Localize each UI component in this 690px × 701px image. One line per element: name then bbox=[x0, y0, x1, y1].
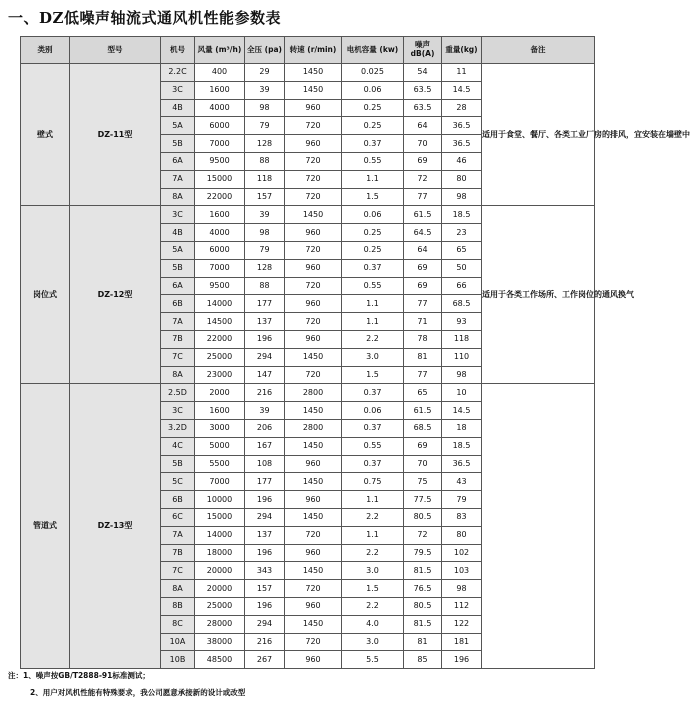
value-cell: 18 bbox=[442, 419, 482, 437]
value-cell: 1450 bbox=[285, 402, 342, 420]
value-cell: 960 bbox=[285, 259, 342, 277]
fan-number-cell: 7A bbox=[161, 170, 195, 188]
value-cell: 0.06 bbox=[342, 81, 404, 99]
model-cell: DZ-12型 bbox=[70, 206, 161, 384]
value-cell: 25000 bbox=[195, 597, 245, 615]
value-cell: 20000 bbox=[195, 580, 245, 598]
value-cell: 294 bbox=[245, 348, 285, 366]
column-header: 机号 bbox=[161, 37, 195, 64]
value-cell: 1450 bbox=[285, 615, 342, 633]
value-cell: 65 bbox=[404, 384, 442, 402]
value-cell: 80.5 bbox=[404, 508, 442, 526]
value-cell: 720 bbox=[285, 366, 342, 384]
value-cell: 177 bbox=[245, 295, 285, 313]
value-cell: 960 bbox=[285, 651, 342, 669]
value-cell: 14.5 bbox=[442, 81, 482, 99]
value-cell: 11 bbox=[442, 64, 482, 82]
value-cell: 69 bbox=[404, 277, 442, 295]
value-cell: 0.37 bbox=[342, 135, 404, 153]
value-cell: 20000 bbox=[195, 562, 245, 580]
remark-cell: 适用于各类工作场所、工作岗位的通风换气 bbox=[482, 206, 595, 384]
value-cell: 157 bbox=[245, 580, 285, 598]
value-cell: 0.025 bbox=[342, 64, 404, 82]
value-cell: 78 bbox=[404, 330, 442, 348]
fan-number-cell: 6A bbox=[161, 152, 195, 170]
value-cell: 118 bbox=[245, 170, 285, 188]
value-cell: 0.55 bbox=[342, 277, 404, 295]
column-header: 风量 (m³/h) bbox=[195, 37, 245, 64]
fan-number-cell: 7C bbox=[161, 348, 195, 366]
value-cell: 23 bbox=[442, 224, 482, 242]
value-cell: 1.1 bbox=[342, 313, 404, 331]
value-cell: 2.2 bbox=[342, 330, 404, 348]
value-cell: 960 bbox=[285, 295, 342, 313]
column-header: 类别 bbox=[21, 37, 70, 64]
value-cell: 39 bbox=[245, 81, 285, 99]
value-cell: 79 bbox=[245, 241, 285, 259]
fan-number-cell: 8A bbox=[161, 366, 195, 384]
footnote-2: 2、用户对风机性能有特殊要求，我公司愿意承接新的设计或改型 bbox=[30, 688, 246, 697]
value-cell: 3.0 bbox=[342, 348, 404, 366]
value-cell: 196 bbox=[245, 544, 285, 562]
value-cell: 15000 bbox=[195, 170, 245, 188]
value-cell: 39 bbox=[245, 206, 285, 224]
value-cell: 1450 bbox=[285, 348, 342, 366]
value-cell: 88 bbox=[245, 277, 285, 295]
value-cell: 720 bbox=[285, 241, 342, 259]
value-cell: 128 bbox=[245, 259, 285, 277]
fan-number-cell: 4C bbox=[161, 437, 195, 455]
value-cell: 88 bbox=[245, 152, 285, 170]
value-cell: 14500 bbox=[195, 313, 245, 331]
fan-number-cell: 3.2D bbox=[161, 419, 195, 437]
table-row bbox=[21, 384, 595, 402]
value-cell: 81.5 bbox=[404, 615, 442, 633]
value-cell: 181 bbox=[442, 633, 482, 651]
value-cell: 216 bbox=[245, 633, 285, 651]
value-cell: 79 bbox=[442, 491, 482, 509]
value-cell: 61.5 bbox=[404, 206, 442, 224]
value-cell: 1600 bbox=[195, 206, 245, 224]
value-cell: 4000 bbox=[195, 99, 245, 117]
value-cell: 69 bbox=[404, 152, 442, 170]
footnotes bbox=[8, 667, 245, 701]
value-cell: 3.0 bbox=[342, 633, 404, 651]
category-cell: 岗位式 bbox=[21, 206, 70, 384]
value-cell: 0.37 bbox=[342, 455, 404, 473]
value-cell: 6000 bbox=[195, 241, 245, 259]
value-cell: 2800 bbox=[285, 384, 342, 402]
value-cell: 36.5 bbox=[442, 455, 482, 473]
fan-number-cell: 6B bbox=[161, 491, 195, 509]
column-header: 型号 bbox=[70, 37, 161, 64]
value-cell: 960 bbox=[285, 544, 342, 562]
value-cell: 5.5 bbox=[342, 651, 404, 669]
value-cell: 177 bbox=[245, 473, 285, 491]
fan-number-cell: 3C bbox=[161, 206, 195, 224]
value-cell: 720 bbox=[285, 117, 342, 135]
value-cell: 79 bbox=[245, 117, 285, 135]
value-cell: 720 bbox=[285, 277, 342, 295]
value-cell: 29 bbox=[245, 64, 285, 82]
value-cell: 1.1 bbox=[342, 526, 404, 544]
value-cell: 0.75 bbox=[342, 473, 404, 491]
value-cell: 48500 bbox=[195, 651, 245, 669]
value-cell: 960 bbox=[285, 224, 342, 242]
value-cell: 9500 bbox=[195, 277, 245, 295]
value-cell: 2000 bbox=[195, 384, 245, 402]
value-cell: 0.25 bbox=[342, 224, 404, 242]
value-cell: 122 bbox=[442, 615, 482, 633]
value-cell: 1.5 bbox=[342, 580, 404, 598]
value-cell: 98 bbox=[442, 580, 482, 598]
value-cell: 85 bbox=[404, 651, 442, 669]
fan-number-cell: 6A bbox=[161, 277, 195, 295]
value-cell: 720 bbox=[285, 526, 342, 544]
value-cell: 0.25 bbox=[342, 241, 404, 259]
value-cell: 72 bbox=[404, 170, 442, 188]
value-cell: 68.5 bbox=[404, 419, 442, 437]
fan-number-cell: 5A bbox=[161, 117, 195, 135]
value-cell: 1450 bbox=[285, 437, 342, 455]
value-cell: 0.37 bbox=[342, 384, 404, 402]
value-cell: 294 bbox=[245, 615, 285, 633]
value-cell: 70 bbox=[404, 455, 442, 473]
fan-number-cell: 7A bbox=[161, 526, 195, 544]
column-header: 噪声 dB(A) bbox=[404, 37, 442, 64]
fan-number-cell: 7B bbox=[161, 544, 195, 562]
value-cell: 80 bbox=[442, 526, 482, 544]
value-cell: 9500 bbox=[195, 152, 245, 170]
fan-number-cell: 6C bbox=[161, 508, 195, 526]
value-cell: 128 bbox=[245, 135, 285, 153]
value-cell: 0.37 bbox=[342, 259, 404, 277]
fan-number-cell: 8A bbox=[161, 188, 195, 206]
value-cell: 0.55 bbox=[342, 437, 404, 455]
value-cell: 75 bbox=[404, 473, 442, 491]
column-header: 电机容量 (kw) bbox=[342, 37, 404, 64]
value-cell: 1.1 bbox=[342, 170, 404, 188]
value-cell: 0.06 bbox=[342, 206, 404, 224]
value-cell: 1450 bbox=[285, 64, 342, 82]
value-cell: 6000 bbox=[195, 117, 245, 135]
value-cell: 3000 bbox=[195, 419, 245, 437]
value-cell: 267 bbox=[245, 651, 285, 669]
value-cell: 720 bbox=[285, 580, 342, 598]
value-cell: 54 bbox=[404, 64, 442, 82]
value-cell: 38000 bbox=[195, 633, 245, 651]
fan-number-cell: 5A bbox=[161, 241, 195, 259]
value-cell: 5000 bbox=[195, 437, 245, 455]
value-cell: 960 bbox=[285, 597, 342, 615]
category-cell: 管道式 bbox=[21, 384, 70, 669]
fan-number-cell: 3C bbox=[161, 81, 195, 99]
value-cell: 83 bbox=[442, 508, 482, 526]
value-cell: 1.5 bbox=[342, 188, 404, 206]
value-cell: 28000 bbox=[195, 615, 245, 633]
value-cell: 1450 bbox=[285, 473, 342, 491]
value-cell: 77 bbox=[404, 188, 442, 206]
value-cell: 77 bbox=[404, 366, 442, 384]
model-cell: DZ-13型 bbox=[70, 384, 161, 669]
remark-cell: 适用于食堂、餐厅、各类工业厂房的排风，宜安装在墙壁中 bbox=[482, 64, 595, 206]
value-cell: 81.5 bbox=[404, 562, 442, 580]
value-cell: 1.1 bbox=[342, 491, 404, 509]
remark-cell bbox=[482, 384, 595, 669]
value-cell: 14000 bbox=[195, 526, 245, 544]
value-cell: 7000 bbox=[195, 473, 245, 491]
value-cell: 10 bbox=[442, 384, 482, 402]
value-cell: 294 bbox=[245, 508, 285, 526]
table-row bbox=[21, 206, 595, 224]
value-cell: 70 bbox=[404, 135, 442, 153]
value-cell: 1450 bbox=[285, 508, 342, 526]
value-cell: 71 bbox=[404, 313, 442, 331]
value-cell: 98 bbox=[442, 188, 482, 206]
value-cell: 0.25 bbox=[342, 99, 404, 117]
fan-number-cell: 7A bbox=[161, 313, 195, 331]
value-cell: 102 bbox=[442, 544, 482, 562]
value-cell: 36.5 bbox=[442, 135, 482, 153]
fan-number-cell: 6B bbox=[161, 295, 195, 313]
value-cell: 216 bbox=[245, 384, 285, 402]
value-cell: 15000 bbox=[195, 508, 245, 526]
fan-number-cell: 4B bbox=[161, 99, 195, 117]
column-header: 转速 (r/min) bbox=[285, 37, 342, 64]
value-cell: 2.2 bbox=[342, 508, 404, 526]
category-cell: 壁式 bbox=[21, 64, 70, 206]
value-cell: 18000 bbox=[195, 544, 245, 562]
fan-number-cell: 5B bbox=[161, 135, 195, 153]
value-cell: 343 bbox=[245, 562, 285, 580]
value-cell: 14000 bbox=[195, 295, 245, 313]
value-cell: 720 bbox=[285, 188, 342, 206]
value-cell: 137 bbox=[245, 313, 285, 331]
fan-number-cell: 8C bbox=[161, 615, 195, 633]
value-cell: 43 bbox=[442, 473, 482, 491]
fan-number-cell: 2.2C bbox=[161, 64, 195, 82]
value-cell: 400 bbox=[195, 64, 245, 82]
value-cell: 22000 bbox=[195, 330, 245, 348]
value-cell: 80 bbox=[442, 170, 482, 188]
value-cell: 77.5 bbox=[404, 491, 442, 509]
value-cell: 118 bbox=[442, 330, 482, 348]
value-cell: 65 bbox=[442, 241, 482, 259]
value-cell: 0.06 bbox=[342, 402, 404, 420]
value-cell: 1.5 bbox=[342, 366, 404, 384]
value-cell: 61.5 bbox=[404, 402, 442, 420]
table-row bbox=[21, 64, 595, 82]
page-title: 一、DZ低噪声轴流式通风机性能参数表 bbox=[8, 9, 281, 27]
value-cell: 39 bbox=[245, 402, 285, 420]
fan-number-cell: 10B bbox=[161, 651, 195, 669]
value-cell: 98 bbox=[245, 99, 285, 117]
fan-number-cell: 7C bbox=[161, 562, 195, 580]
fan-number-cell: 10A bbox=[161, 633, 195, 651]
value-cell: 72 bbox=[404, 526, 442, 544]
value-cell: 81 bbox=[404, 348, 442, 366]
column-header: 重量(kg) bbox=[442, 37, 482, 64]
value-cell: 18.5 bbox=[442, 206, 482, 224]
value-cell: 960 bbox=[285, 455, 342, 473]
value-cell: 28 bbox=[442, 99, 482, 117]
value-cell: 98 bbox=[245, 224, 285, 242]
value-cell: 206 bbox=[245, 419, 285, 437]
value-cell: 18.5 bbox=[442, 437, 482, 455]
value-cell: 720 bbox=[285, 633, 342, 651]
value-cell: 79.5 bbox=[404, 544, 442, 562]
value-cell: 64.5 bbox=[404, 224, 442, 242]
column-header: 备注 bbox=[482, 37, 595, 64]
value-cell: 720 bbox=[285, 170, 342, 188]
value-cell: 81 bbox=[404, 633, 442, 651]
value-cell: 23000 bbox=[195, 366, 245, 384]
value-cell: 2800 bbox=[285, 419, 342, 437]
fan-number-cell: 5B bbox=[161, 259, 195, 277]
table-header-row bbox=[21, 37, 595, 64]
value-cell: 1450 bbox=[285, 562, 342, 580]
value-cell: 69 bbox=[404, 259, 442, 277]
value-cell: 196 bbox=[245, 330, 285, 348]
value-cell: 137 bbox=[245, 526, 285, 544]
value-cell: 720 bbox=[285, 313, 342, 331]
value-cell: 1450 bbox=[285, 206, 342, 224]
value-cell: 0.55 bbox=[342, 152, 404, 170]
value-cell: 63.5 bbox=[404, 81, 442, 99]
value-cell: 46 bbox=[442, 152, 482, 170]
value-cell: 0.25 bbox=[342, 117, 404, 135]
value-cell: 93 bbox=[442, 313, 482, 331]
column-header: 全压 (pa) bbox=[245, 37, 285, 64]
value-cell: 25000 bbox=[195, 348, 245, 366]
value-cell: 68.5 bbox=[442, 295, 482, 313]
value-cell: 22000 bbox=[195, 188, 245, 206]
value-cell: 112 bbox=[442, 597, 482, 615]
fan-number-cell: 7B bbox=[161, 330, 195, 348]
value-cell: 1450 bbox=[285, 81, 342, 99]
model-cell: DZ-11型 bbox=[70, 64, 161, 206]
value-cell: 0.37 bbox=[342, 419, 404, 437]
footnote-1: 注：1、噪声按GB/T2888-91标准测试； bbox=[8, 671, 150, 680]
value-cell: 196 bbox=[442, 651, 482, 669]
value-cell: 36.5 bbox=[442, 117, 482, 135]
fan-number-cell: 2.5D bbox=[161, 384, 195, 402]
value-cell: 2.2 bbox=[342, 544, 404, 562]
value-cell: 7000 bbox=[195, 259, 245, 277]
value-cell: 64 bbox=[404, 117, 442, 135]
value-cell: 5500 bbox=[195, 455, 245, 473]
fan-number-cell: 5B bbox=[161, 455, 195, 473]
fan-number-cell: 3C bbox=[161, 402, 195, 420]
value-cell: 64 bbox=[404, 241, 442, 259]
value-cell: 196 bbox=[245, 597, 285, 615]
value-cell: 3.0 bbox=[342, 562, 404, 580]
value-cell: 960 bbox=[285, 99, 342, 117]
value-cell: 960 bbox=[285, 330, 342, 348]
value-cell: 98 bbox=[442, 366, 482, 384]
value-cell: 4.0 bbox=[342, 615, 404, 633]
value-cell: 1600 bbox=[195, 402, 245, 420]
value-cell: 7000 bbox=[195, 135, 245, 153]
value-cell: 110 bbox=[442, 348, 482, 366]
value-cell: 66 bbox=[442, 277, 482, 295]
value-cell: 77 bbox=[404, 295, 442, 313]
value-cell: 1600 bbox=[195, 81, 245, 99]
value-cell: 960 bbox=[285, 491, 342, 509]
value-cell: 4000 bbox=[195, 224, 245, 242]
value-cell: 63.5 bbox=[404, 99, 442, 117]
fan-spec-table bbox=[20, 36, 690, 669]
value-cell: 108 bbox=[245, 455, 285, 473]
fan-number-cell: 8A bbox=[161, 580, 195, 598]
value-cell: 76.5 bbox=[404, 580, 442, 598]
value-cell: 147 bbox=[245, 366, 285, 384]
value-cell: 80.5 bbox=[404, 597, 442, 615]
value-cell: 2.2 bbox=[342, 597, 404, 615]
value-cell: 196 bbox=[245, 491, 285, 509]
value-cell: 50 bbox=[442, 259, 482, 277]
value-cell: 1.1 bbox=[342, 295, 404, 313]
value-cell: 69 bbox=[404, 437, 442, 455]
fan-number-cell: 4B bbox=[161, 224, 195, 242]
value-cell: 720 bbox=[285, 152, 342, 170]
value-cell: 14.5 bbox=[442, 402, 482, 420]
value-cell: 960 bbox=[285, 135, 342, 153]
value-cell: 167 bbox=[245, 437, 285, 455]
value-cell: 10000 bbox=[195, 491, 245, 509]
fan-number-cell: 8B bbox=[161, 597, 195, 615]
value-cell: 103 bbox=[442, 562, 482, 580]
fan-number-cell: 5C bbox=[161, 473, 195, 491]
value-cell: 157 bbox=[245, 188, 285, 206]
